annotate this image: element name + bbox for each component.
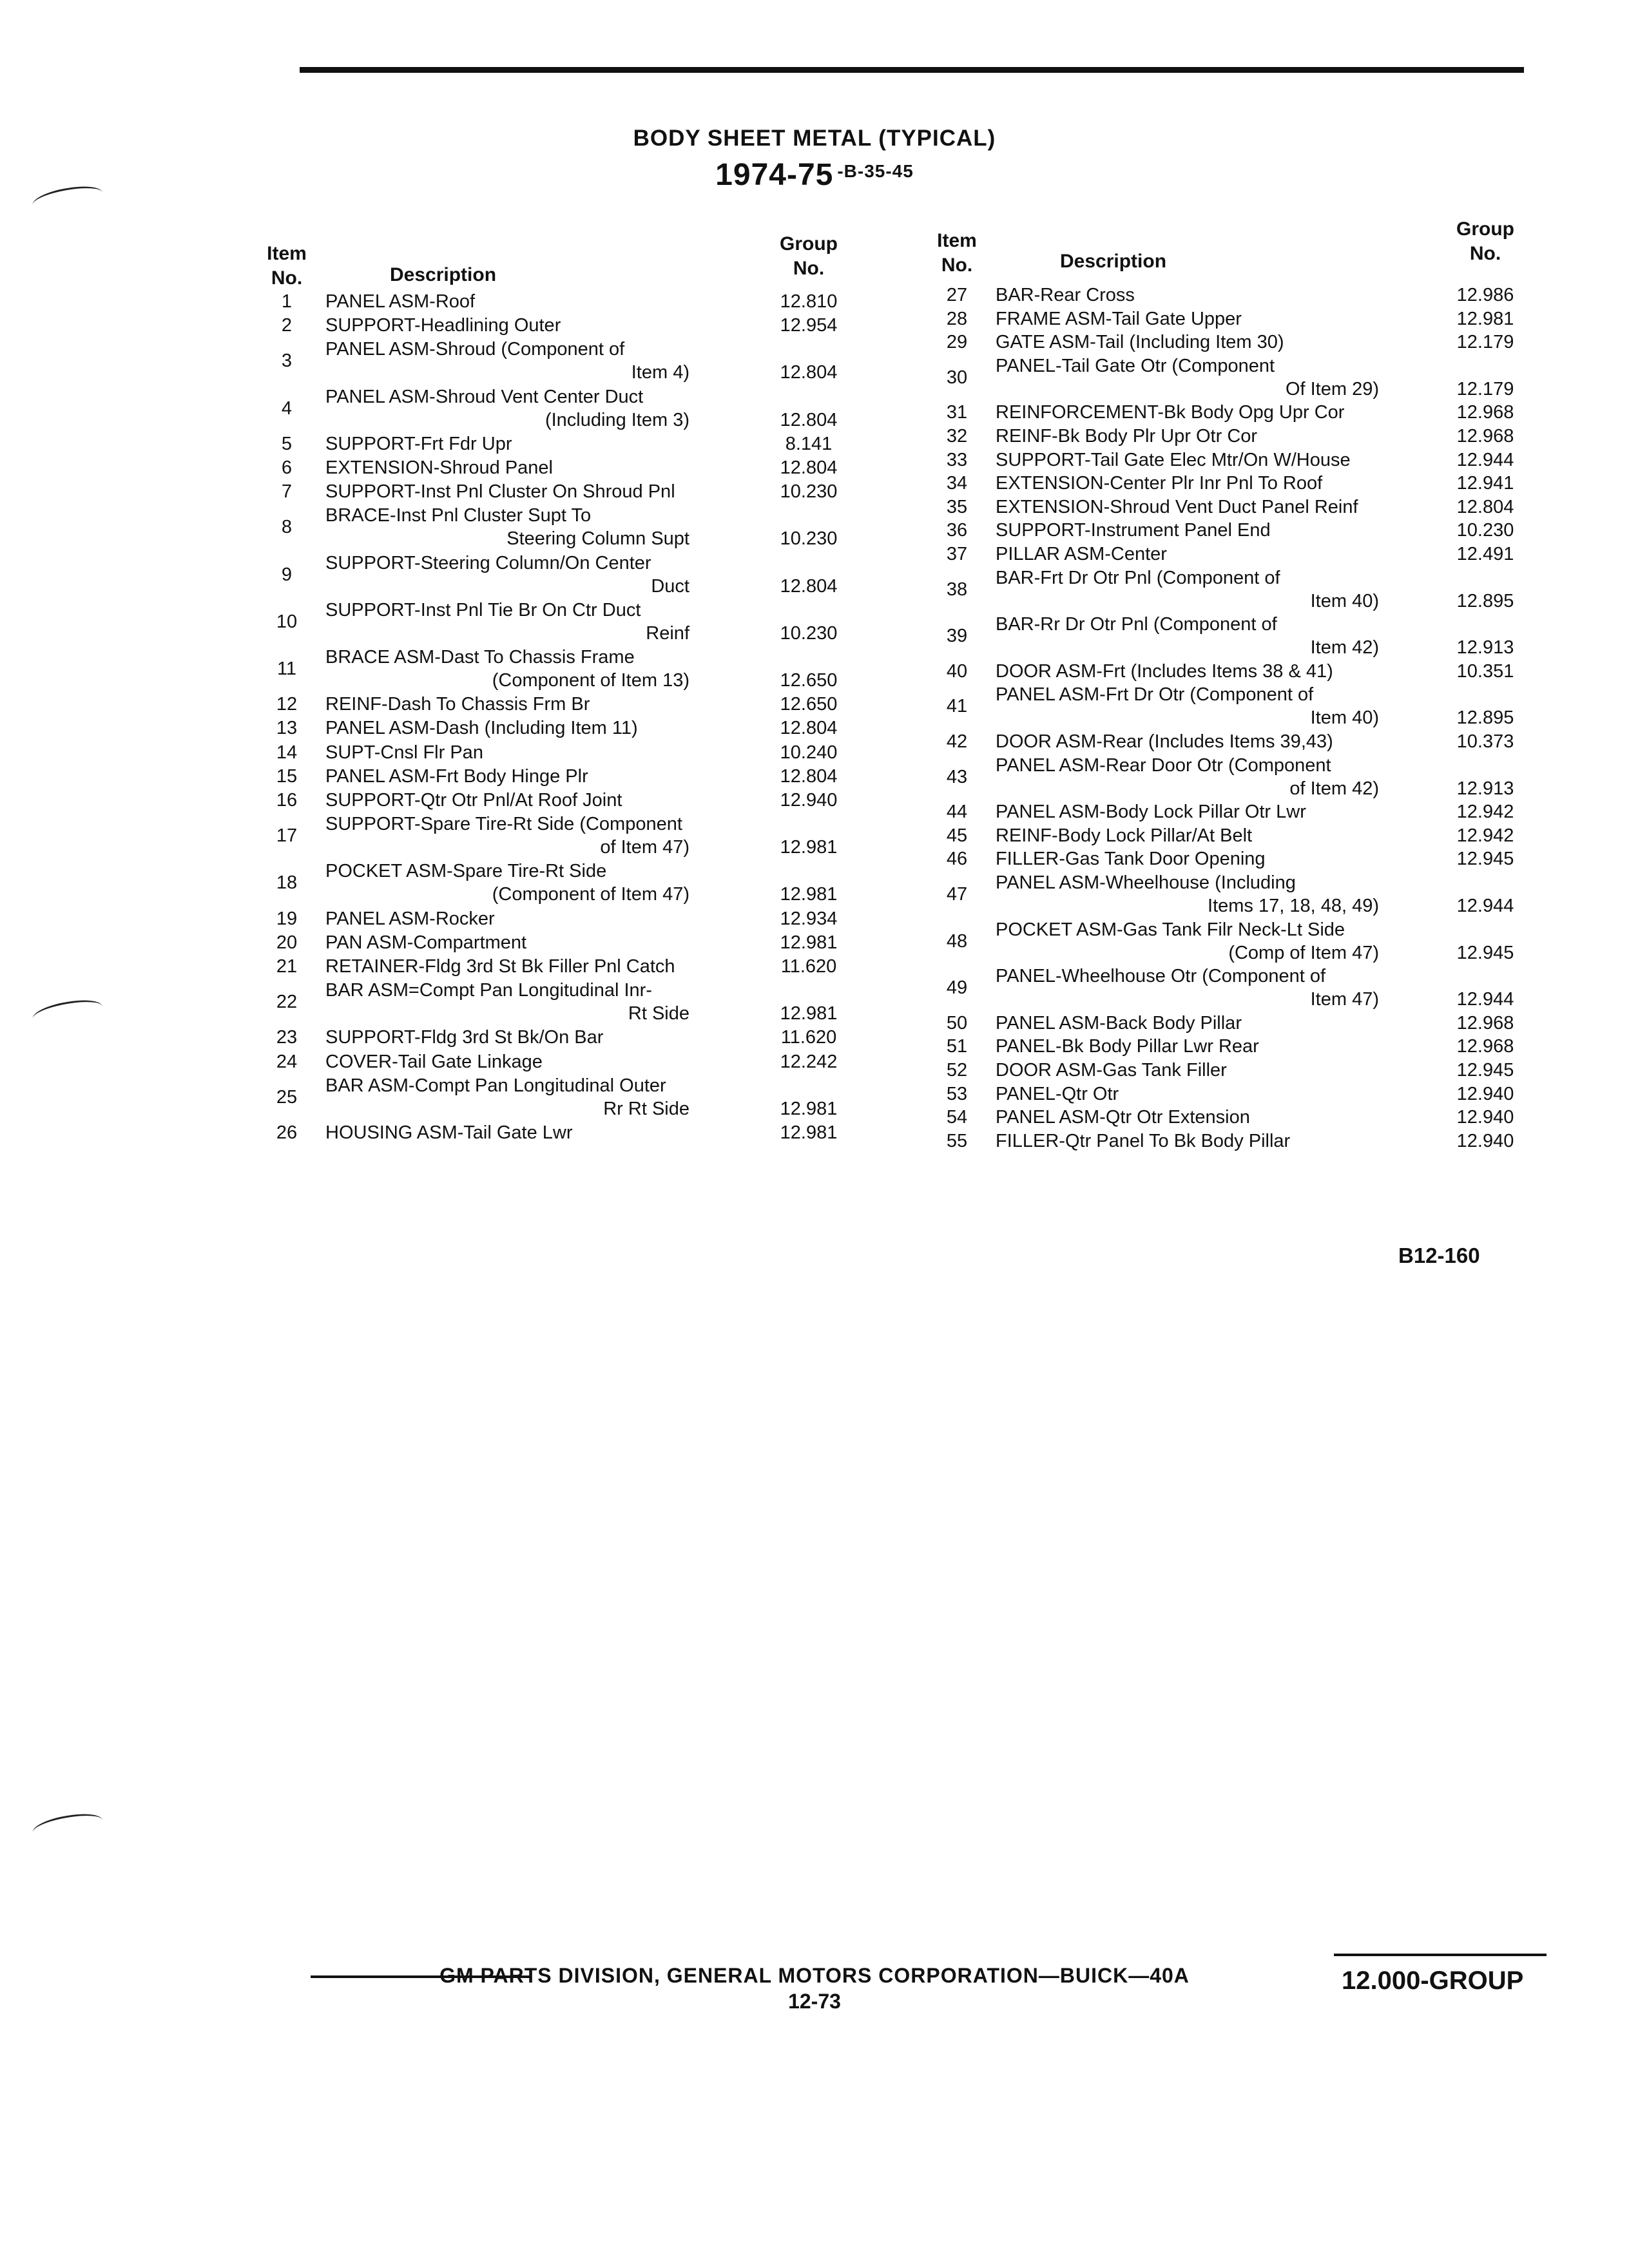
item-description-continued: of Item 42) <box>1289 778 1379 799</box>
illustration-reference: B12-160 <box>1398 1244 1480 1267</box>
parts-entry <box>258 693 857 716</box>
item-description: PANEL ASM-Frt Body Hinge Plr <box>325 765 588 787</box>
item-description: PANEL-Qtr Otr <box>996 1083 1119 1104</box>
description-header: Description <box>390 264 497 285</box>
group-number: 12.804 <box>780 409 838 430</box>
parts-entry <box>928 1059 1547 1082</box>
item-number: 18 <box>276 872 298 894</box>
group-number: 12.981 <box>780 884 838 905</box>
item-number: 8 <box>281 517 293 538</box>
group-number: 12.650 <box>780 694 838 715</box>
item-number: 50 <box>946 1012 968 1033</box>
item-number: 2 <box>281 315 293 336</box>
parts-entry <box>928 1012 1547 1035</box>
group-number: 12.940 <box>1456 1083 1514 1104</box>
item-description: BRACE ASM-Dast To Chassis Frame <box>325 647 635 668</box>
parts-entry <box>258 385 857 432</box>
parts-entry <box>928 683 1547 729</box>
top-rule <box>300 67 1524 73</box>
group-number: 10.230 <box>780 481 838 503</box>
item-number: 37 <box>946 544 968 564</box>
item-description-continued: Item 47) <box>1310 989 1379 1010</box>
item-number: 32 <box>946 426 968 447</box>
item-description: PILLAR ASM-Center <box>996 544 1167 564</box>
parts-entry <box>258 907 857 930</box>
parts-entry <box>928 495 1547 519</box>
item-number: 5 <box>281 433 293 454</box>
series-codes: -B-35-45 <box>837 161 914 181</box>
item-number: 7 <box>281 481 293 503</box>
parts-entry <box>258 1121 857 1144</box>
item-description: PANEL ASM-Body Lock Pillar Otr Lwr <box>996 802 1306 823</box>
item-description: PANEL-Wheelhouse Otr (Component of <box>996 966 1326 987</box>
item-description: PANEL ASM-Shroud Vent Center Duct <box>325 386 644 407</box>
parts-entry <box>928 871 1547 918</box>
item-number: 45 <box>946 825 968 846</box>
item-description: SUPPORT-Tail Gate Elec Mtr/On W/House <box>996 449 1351 470</box>
item-number: 52 <box>946 1060 968 1081</box>
parts-entry <box>928 800 1547 823</box>
item-description: EXTENSION-Shroud Vent Duct Panel Reinf <box>996 496 1358 517</box>
description-header: Description <box>1060 251 1167 272</box>
group-number: 12.179 <box>1456 378 1514 399</box>
item-description-continued: Reinf <box>646 622 689 644</box>
item-number: 54 <box>946 1107 968 1128</box>
item-description-continued: (Component of Item 13) <box>492 670 689 691</box>
group-header <box>1443 217 1527 266</box>
item-number: 41 <box>946 696 968 717</box>
parts-entry <box>258 979 857 1025</box>
group-number: 12.944 <box>1456 449 1514 470</box>
item-number: 28 <box>946 308 968 329</box>
parts-entry <box>928 543 1547 566</box>
group-number: 10.230 <box>780 622 838 644</box>
item-description: RETAINER-Fldg 3rd St Bk Filler Pnl Catch <box>325 956 675 977</box>
item-header-line1: Item <box>937 230 977 251</box>
item-number: 11 <box>276 658 297 679</box>
parts-entry <box>928 1106 1547 1129</box>
item-description: FILLER-Gas Tank Door Opening <box>996 849 1266 870</box>
group-number: 12.804 <box>780 457 838 478</box>
item-description: SUPPORT-Qtr Otr Pnl/At Roof Joint <box>325 790 622 811</box>
parts-entry <box>258 552 857 598</box>
group-header-line1: Group <box>1456 218 1514 240</box>
parts-entry <box>928 331 1547 354</box>
item-description: BAR-Frt Dr Otr Pnl (Component of <box>996 567 1280 588</box>
group-header-line1: Group <box>780 233 838 255</box>
parts-entry <box>258 716 857 740</box>
item-description: PANEL ASM-Rocker <box>325 908 495 929</box>
item-number: 47 <box>946 884 968 905</box>
parts-entry <box>258 931 857 954</box>
item-description: PANEL ASM-Wheelhouse (Including <box>996 872 1296 893</box>
item-number: 53 <box>946 1083 968 1104</box>
item-description-continued: Items 17, 18, 48, 49) <box>1208 896 1379 916</box>
item-description: DOOR ASM-Frt (Includes Items 38 & 41) <box>996 660 1333 682</box>
item-description: SUPT-Cnsl Flr Pan <box>325 742 483 763</box>
item-number: 20 <box>276 932 298 953</box>
item-description: FRAME ASM-Tail Gate Upper <box>996 308 1242 329</box>
item-number: 24 <box>276 1051 298 1072</box>
parts-entry <box>258 646 857 692</box>
item-number: 42 <box>946 731 968 752</box>
parts-entry <box>258 480 857 503</box>
parts-entry <box>928 401 1547 424</box>
item-header-line1: Item <box>267 243 307 264</box>
item-number: 14 <box>276 742 298 763</box>
item-description: SUPPORT-Fldg 3rd St Bk/On Bar <box>325 1027 604 1048</box>
group-label: 12.000-GROUP <box>1342 1966 1524 1995</box>
item-number: 9 <box>281 564 293 585</box>
parts-entry <box>258 1074 857 1120</box>
item-description-continued: (Comp of Item 47) <box>1228 942 1379 963</box>
group-number: 12.940 <box>1456 1107 1514 1128</box>
parts-entry <box>928 566 1547 613</box>
item-number: 44 <box>946 802 968 823</box>
group-number: 12.895 <box>1456 590 1514 611</box>
item-description: SUPPORT-Inst Pnl Tie Br On Ctr Duct <box>325 599 641 620</box>
group-number: 12.941 <box>1456 473 1514 494</box>
item-header-line2: No. <box>941 255 973 276</box>
item-header <box>931 229 983 278</box>
item-description: COVER-Tail Gate Linkage <box>325 1051 543 1072</box>
group-number: 11.620 <box>780 1027 837 1048</box>
item-number: 16 <box>276 790 298 811</box>
item-description-continued: Duct <box>651 575 689 597</box>
item-description: PANEL ASM-Roof <box>325 291 476 312</box>
item-number: 15 <box>276 765 298 787</box>
item-description-continued: Item 40) <box>1310 590 1379 611</box>
item-description: FILLER-Qtr Panel To Bk Body Pillar <box>996 1130 1291 1151</box>
item-description: SUPPORT-Inst Pnl Cluster On Shroud Pnl <box>325 481 675 503</box>
parts-entry <box>258 955 857 978</box>
parts-entry <box>258 314 857 337</box>
item-description: REINF-Body Lock Pillar/At Belt <box>996 825 1253 846</box>
item-description-continued: of Item 47) <box>600 837 689 858</box>
parts-entry <box>258 456 857 479</box>
group-number: 12.804 <box>780 575 838 597</box>
item-header-line2: No. <box>271 267 303 289</box>
item-number: 35 <box>946 496 968 517</box>
item-description-continued: Rt Side <box>628 1003 689 1024</box>
parts-entry <box>928 613 1547 659</box>
item-description: POCKET ASM-Spare Tire-Rt Side <box>325 861 607 882</box>
parts-entry <box>928 660 1547 683</box>
item-description-continued: Of Item 29) <box>1285 378 1379 399</box>
group-number: 12.942 <box>1456 825 1514 846</box>
item-description: PANEL ASM-Rear Door Otr (Component <box>996 754 1331 776</box>
parts-entry <box>258 1050 857 1073</box>
parts-entry <box>258 765 857 788</box>
item-description: PANEL ASM-Dash (Including Item 11) <box>325 718 638 739</box>
year-range: 1974-75 <box>715 158 834 192</box>
group-number: 12.954 <box>780 315 838 336</box>
item-number: 34 <box>946 473 968 494</box>
item-description: BAR-Rear Cross <box>996 285 1135 305</box>
item-description: EXTENSION-Center Plr Inr Pnl To Roof <box>996 473 1323 494</box>
footer-publisher: GM PARTS DIVISION, GENERAL MOTORS CORPORATION—BUICK—40A <box>439 1964 1190 1987</box>
parts-entry <box>928 1035 1547 1058</box>
group-number: 12.968 <box>1456 1012 1514 1033</box>
item-description-continued: (Component of Item 47) <box>492 884 689 905</box>
item-number: 36 <box>946 520 968 541</box>
item-number: 48 <box>946 930 968 952</box>
item-description: PANEL ASM-Shroud (Component of <box>325 339 625 360</box>
group-number: 12.913 <box>1456 637 1514 658</box>
item-description: SUPPORT-Spare Tire-Rt Side (Component <box>325 814 682 835</box>
parts-entry <box>928 425 1547 448</box>
group-number: 12.981 <box>780 1003 838 1024</box>
item-number: 22 <box>276 992 298 1013</box>
group-number: 12.242 <box>780 1051 838 1072</box>
parts-entry <box>928 918 1547 965</box>
item-description-continued: (Including Item 3) <box>545 409 689 430</box>
group-number: 12.945 <box>1456 1060 1514 1081</box>
item-description-continued: Item 42) <box>1310 637 1379 658</box>
item-number: 29 <box>946 332 968 353</box>
item-description: BAR ASM-Compt Pan Longitudinal Outer <box>325 1075 666 1096</box>
item-number: 21 <box>276 956 298 977</box>
parts-entry <box>928 1082 1547 1106</box>
parts-entry <box>928 847 1547 870</box>
group-number: 12.179 <box>1456 332 1514 353</box>
parts-entry <box>928 1129 1547 1153</box>
group-number: 11.620 <box>780 956 837 977</box>
group-number: 12.981 <box>780 1122 838 1143</box>
item-number: 51 <box>946 1036 968 1057</box>
parts-entry <box>258 338 857 384</box>
item-number: 49 <box>946 977 968 999</box>
group-number: 10.351 <box>1456 660 1514 682</box>
item-description: BAR-Rr Dr Otr Pnl (Component of <box>996 614 1277 635</box>
group-number: 12.968 <box>1456 402 1514 423</box>
item-description-continued: Item 4) <box>631 362 689 383</box>
item-description: PANEL-Bk Body Pillar Lwr Rear <box>996 1036 1259 1057</box>
group-number: 12.895 <box>1456 707 1514 729</box>
item-description-continued: Rr Rt Side <box>603 1098 689 1119</box>
item-number: 26 <box>276 1122 298 1143</box>
group-number: 12.945 <box>1456 942 1514 963</box>
item-number: 17 <box>276 825 298 847</box>
group-number: 12.968 <box>1456 1036 1514 1057</box>
group-number: 12.986 <box>1456 285 1514 305</box>
parts-entry <box>258 504 857 550</box>
group-header-line2: No. <box>1469 243 1501 264</box>
group-header-line2: No. <box>793 258 825 279</box>
group-number: 12.810 <box>780 291 838 312</box>
punch-mark <box>31 996 104 1030</box>
group-number: 12.804 <box>1456 496 1514 517</box>
group-number: 12.491 <box>1456 544 1514 564</box>
item-number: 4 <box>281 398 293 419</box>
group-number: 12.968 <box>1456 426 1514 447</box>
parts-entry <box>928 730 1547 753</box>
item-header <box>261 242 313 291</box>
group-number: 12.944 <box>1456 896 1514 916</box>
page-title: BODY SHEET METAL (TYPICAL) <box>633 126 996 151</box>
item-description: PANEL ASM-Frt Dr Otr (Component of <box>996 684 1314 706</box>
parts-entry <box>928 354 1547 401</box>
item-number: 40 <box>946 660 968 682</box>
item-description-continued: Item 40) <box>1310 707 1379 729</box>
item-number: 55 <box>946 1130 968 1151</box>
item-description: GATE ASM-Tail (Including Item 30) <box>996 332 1284 353</box>
item-number: 30 <box>946 367 968 388</box>
group-number: 12.804 <box>780 765 838 787</box>
parts-entry <box>928 472 1547 495</box>
parts-entry <box>258 812 857 859</box>
item-description: DOOR ASM-Rear (Includes Items 39,43) <box>996 731 1333 752</box>
item-description: PANEL ASM-Qtr Otr Extension <box>996 1107 1250 1128</box>
item-number: 10 <box>276 611 298 632</box>
item-description-continued: Steering Column Supt <box>506 528 689 550</box>
item-number: 13 <box>276 718 298 739</box>
item-description: POCKET ASM-Gas Tank Filr Neck-Lt Side <box>996 919 1345 940</box>
item-description: BRACE-Inst Pnl Cluster Supt To <box>325 505 592 526</box>
item-number: 43 <box>946 766 968 787</box>
group-number: 12.934 <box>780 908 838 929</box>
group-header <box>767 232 851 281</box>
group-number: 12.981 <box>780 1098 838 1119</box>
item-description: BAR ASM=Compt Pan Longitudinal Inr- <box>325 980 652 1001</box>
parts-entry <box>928 824 1547 847</box>
parts-entry <box>258 432 857 456</box>
parts-entry <box>258 290 857 313</box>
group-number: 12.981 <box>780 932 838 953</box>
group-number: 10.240 <box>780 742 838 763</box>
parts-entry <box>928 448 1547 472</box>
item-description: PAN ASM-Compartment <box>325 932 527 953</box>
parts-entry <box>258 741 857 764</box>
item-description: SUPPORT-Headlining Outer <box>325 315 561 336</box>
item-number: 19 <box>276 908 298 929</box>
item-number: 6 <box>281 457 293 478</box>
item-description: HOUSING ASM-Tail Gate Lwr <box>325 1122 573 1143</box>
group-number: 10.230 <box>1456 520 1514 541</box>
group-number: 12.804 <box>780 362 838 383</box>
item-description: EXTENSION-Shroud Panel <box>325 457 553 478</box>
item-description: SUPPORT-Instrument Panel End <box>996 520 1271 541</box>
item-description: PANEL-Tail Gate Otr (Component <box>996 355 1275 376</box>
footer-rule-right <box>1334 1954 1547 1956</box>
parts-entry <box>928 965 1547 1011</box>
item-number: 33 <box>946 449 968 470</box>
item-number: 1 <box>281 291 293 312</box>
item-description: DOOR ASM-Gas Tank Filler <box>996 1060 1227 1081</box>
item-number: 38 <box>946 579 968 600</box>
punch-mark <box>31 1810 104 1843</box>
group-number: 8.141 <box>785 433 833 454</box>
group-number: 12.942 <box>1456 802 1514 823</box>
group-number: 10.230 <box>780 528 838 550</box>
item-description: REINFORCEMENT-Bk Body Opg Upr Cor <box>996 402 1345 423</box>
item-number: 46 <box>946 849 968 870</box>
parts-entry <box>928 284 1547 307</box>
group-number: 12.940 <box>1456 1130 1514 1151</box>
item-description: REINF-Dash To Chassis Frm Br <box>325 694 590 715</box>
parts-entry <box>258 1026 857 1049</box>
parts-entry <box>928 307 1547 331</box>
parts-entry <box>258 599 857 645</box>
item-number: 39 <box>946 626 968 647</box>
parts-entry <box>258 789 857 812</box>
item-number: 23 <box>276 1027 298 1048</box>
group-number: 12.945 <box>1456 849 1514 870</box>
group-number: 12.940 <box>780 790 838 811</box>
item-number: 12 <box>276 694 298 715</box>
item-number: 3 <box>281 351 293 372</box>
group-number: 10.373 <box>1456 731 1514 752</box>
group-number: 12.650 <box>780 670 838 691</box>
item-description: REINF-Bk Body Plr Upr Otr Cor <box>996 426 1258 447</box>
item-number: 27 <box>946 285 968 305</box>
model-years <box>0 157 1629 193</box>
parts-entry <box>928 754 1547 800</box>
parts-entry <box>928 519 1547 542</box>
group-number: 12.804 <box>780 718 838 739</box>
group-number: 12.981 <box>780 837 838 858</box>
item-number: 31 <box>946 402 968 423</box>
group-number: 12.913 <box>1456 778 1514 799</box>
page-number: 12-73 <box>788 1990 841 2013</box>
group-number: 12.944 <box>1456 989 1514 1010</box>
item-description: SUPPORT-Frt Fdr Upr <box>325 433 512 454</box>
item-number: 25 <box>276 1086 298 1108</box>
item-description: PANEL ASM-Back Body Pillar <box>996 1012 1242 1033</box>
parts-entry <box>258 860 857 906</box>
item-description: SUPPORT-Steering Column/On Center <box>325 552 651 573</box>
group-number: 12.981 <box>1456 308 1514 329</box>
